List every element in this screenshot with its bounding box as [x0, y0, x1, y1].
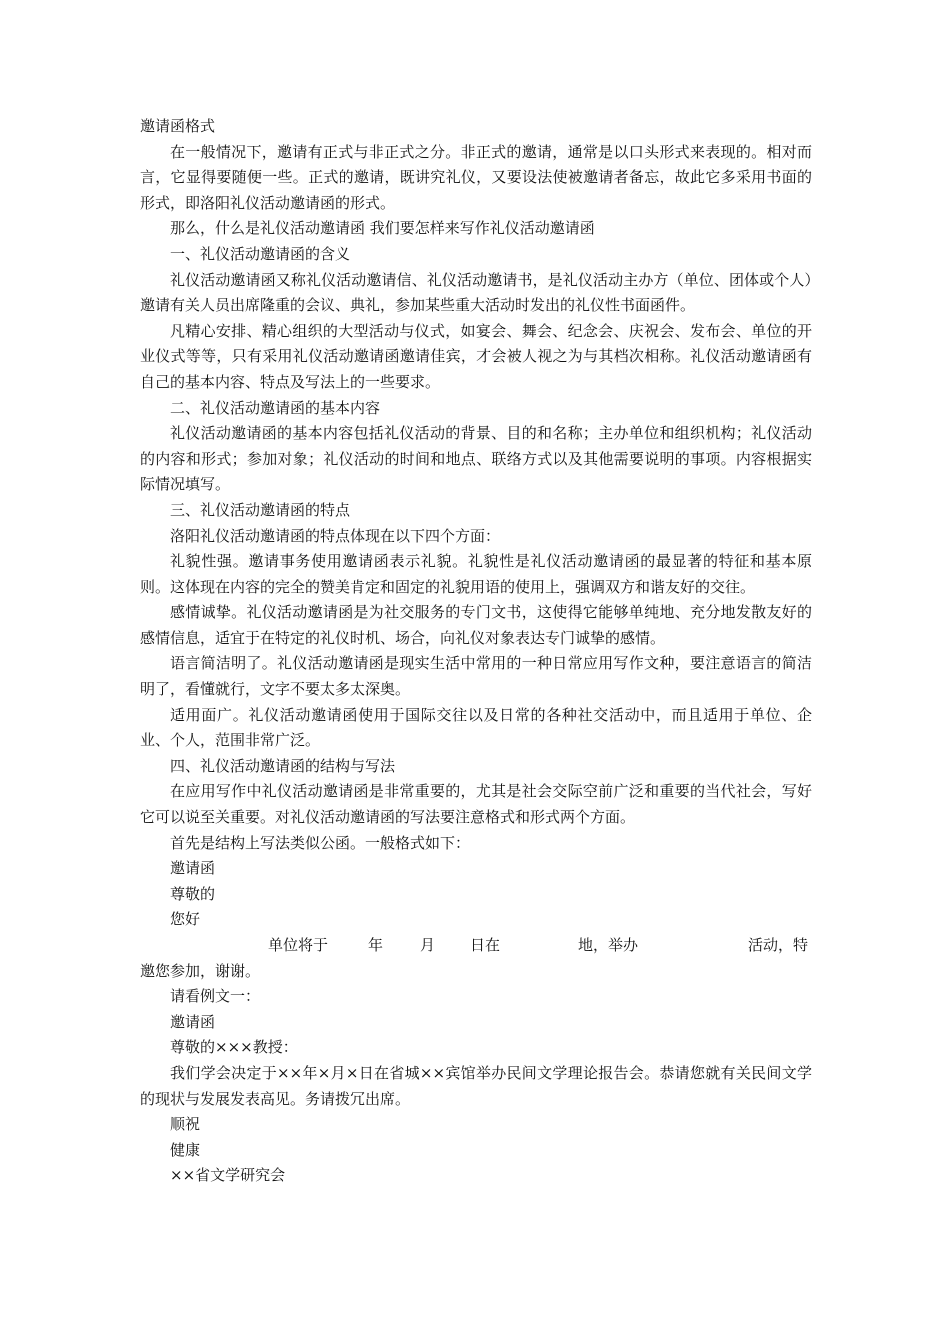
example-heading: 邀请函: [170, 1012, 216, 1031]
example-wish-1: 顺祝: [170, 1115, 201, 1134]
paragraph-feature-politeness: 礼貌性强。邀请事务使用邀请函表示礼貌。礼貌性是礼仪活动邀请函的最显著的特征和基本原则。这体现在内容的完全的赞美肯定和固定的礼貌用语的使用上，强调双方和谐友好的交往。: [140, 552, 812, 596]
paragraph-feature-scope: 适用面广。礼仪活动邀请函使用于国际交往以及日常的各种社交活动中，而且适用于单位、企业、个人，范围非常广泛。: [140, 705, 812, 750]
template-unit: 单位将于: [268, 936, 329, 954]
template-salutation: 尊敬的: [170, 884, 216, 903]
template-closing: 邀您参加，谢谢。: [140, 961, 261, 980]
template-activity: 活动，特: [748, 936, 809, 954]
section-heading-4: 四、礼仪活动邀请函的结构与写法: [170, 756, 396, 775]
section-heading-2: 二、礼仪活动邀请函的基本内容: [170, 398, 381, 417]
document-body: [140, 114, 812, 1189]
example-wish-2: 健康: [170, 1140, 201, 1159]
template-heading: 邀请函: [170, 859, 216, 878]
section-heading-3: 三、礼仪活动邀请函的特点: [170, 500, 351, 519]
template-month: 月: [420, 936, 436, 954]
example-intro: 请看例文一：: [170, 987, 261, 1006]
paragraph-contents: 礼仪活动邀请函的基本内容包括礼仪活动的背景、目的和名称；主办单位和组织机构；礼仪活动的内容和形式；参加对象；礼仪活动的时间和地点、联络方式以及其他需要说明的事项。内容根据实际情况填写。: [140, 424, 812, 494]
section-heading-1: 一、礼仪活动邀请函的含义: [170, 244, 351, 263]
paragraph-features-intro: 洛阳礼仪活动邀请函的特点体现在以下四个方面：: [170, 526, 501, 545]
paragraph-format-intro: 首先是结构上写法类似公函。一般格式如下：: [170, 833, 471, 852]
paragraph-question: 那么，什么是礼仪活动邀请函 我们要怎样来写作礼仪活动邀请函: [170, 219, 595, 238]
template-place: 地，举办: [578, 936, 639, 954]
paragraph-definition: 礼仪活动邀请函又称礼仪活动邀请信、礼仪活动邀请书，是礼仪活动主办方（单位、团体或个人）邀请有关人员出席隆重的会议、典礼，参加某些重大活动时发出的礼仪性书面函件。: [140, 270, 812, 315]
template-body-line: [140, 933, 812, 959]
paragraph-structure: 在应用写作中礼仪活动邀请函是非常重要的，尤其是社会交际空前广泛和重要的当代社会，写好它可以说至关重要。对礼仪活动邀请函的写法要注意格式和形式两个方面。: [140, 782, 812, 827]
paragraph-feature-sincerity: 感情诚挚。礼仪活动邀请函是为社交服务的专门文书，这使得它能够单纯地、充分地发散友好的感情信息，适宜于在特定的礼仪时机、场合，向礼仪对象表达专门诚挚的感情。: [140, 603, 812, 647]
paragraph-feature-conciseness: 语言简洁明了。礼仪活动邀请函是现实生活中常用的一种日常应用写作文种，要注意语言的简洁明了，看懂就行，文字不要太多太深奥。: [140, 654, 812, 699]
document-title: 邀请函格式: [140, 117, 216, 135]
template-day: 日在: [470, 936, 501, 954]
paragraph-usage: 凡精心安排、精心组织的大型活动与仪式，如宴会、舞会、纪念会、庆祝会、发布会、单位的开业仪式等等，只有采用礼仪活动邀请函邀请佳宾，才会被人视之为与其档次相称。礼仪活动邀请函有自己的基本内容、特点及写法上的一些要求。: [140, 321, 812, 391]
example-salutation: 尊敬的×××教授：: [170, 1038, 298, 1057]
template-year: 年: [368, 936, 384, 954]
paragraph-intro: 在一般情况下，邀请有正式与非正式之分。非正式的邀请，通常是以口头形式来表现的。相对而言，它显得要随便一些。正式的邀请，既讲究礼仪，又要设法使被邀请者备忘，故此它多采用书面的形式，即洛阳礼仪活动邀请函的形式。: [140, 142, 812, 212]
template-greeting: 您好: [170, 910, 201, 929]
example-body: 我们学会决定于××年×月×日在省城××宾馆举办民间文学理论报告会。恭请您就有关民间文学的现状与发展发表高见。务请拨冗出席。: [140, 1063, 812, 1108]
example-signature: ××省文学研究会: [170, 1166, 286, 1185]
